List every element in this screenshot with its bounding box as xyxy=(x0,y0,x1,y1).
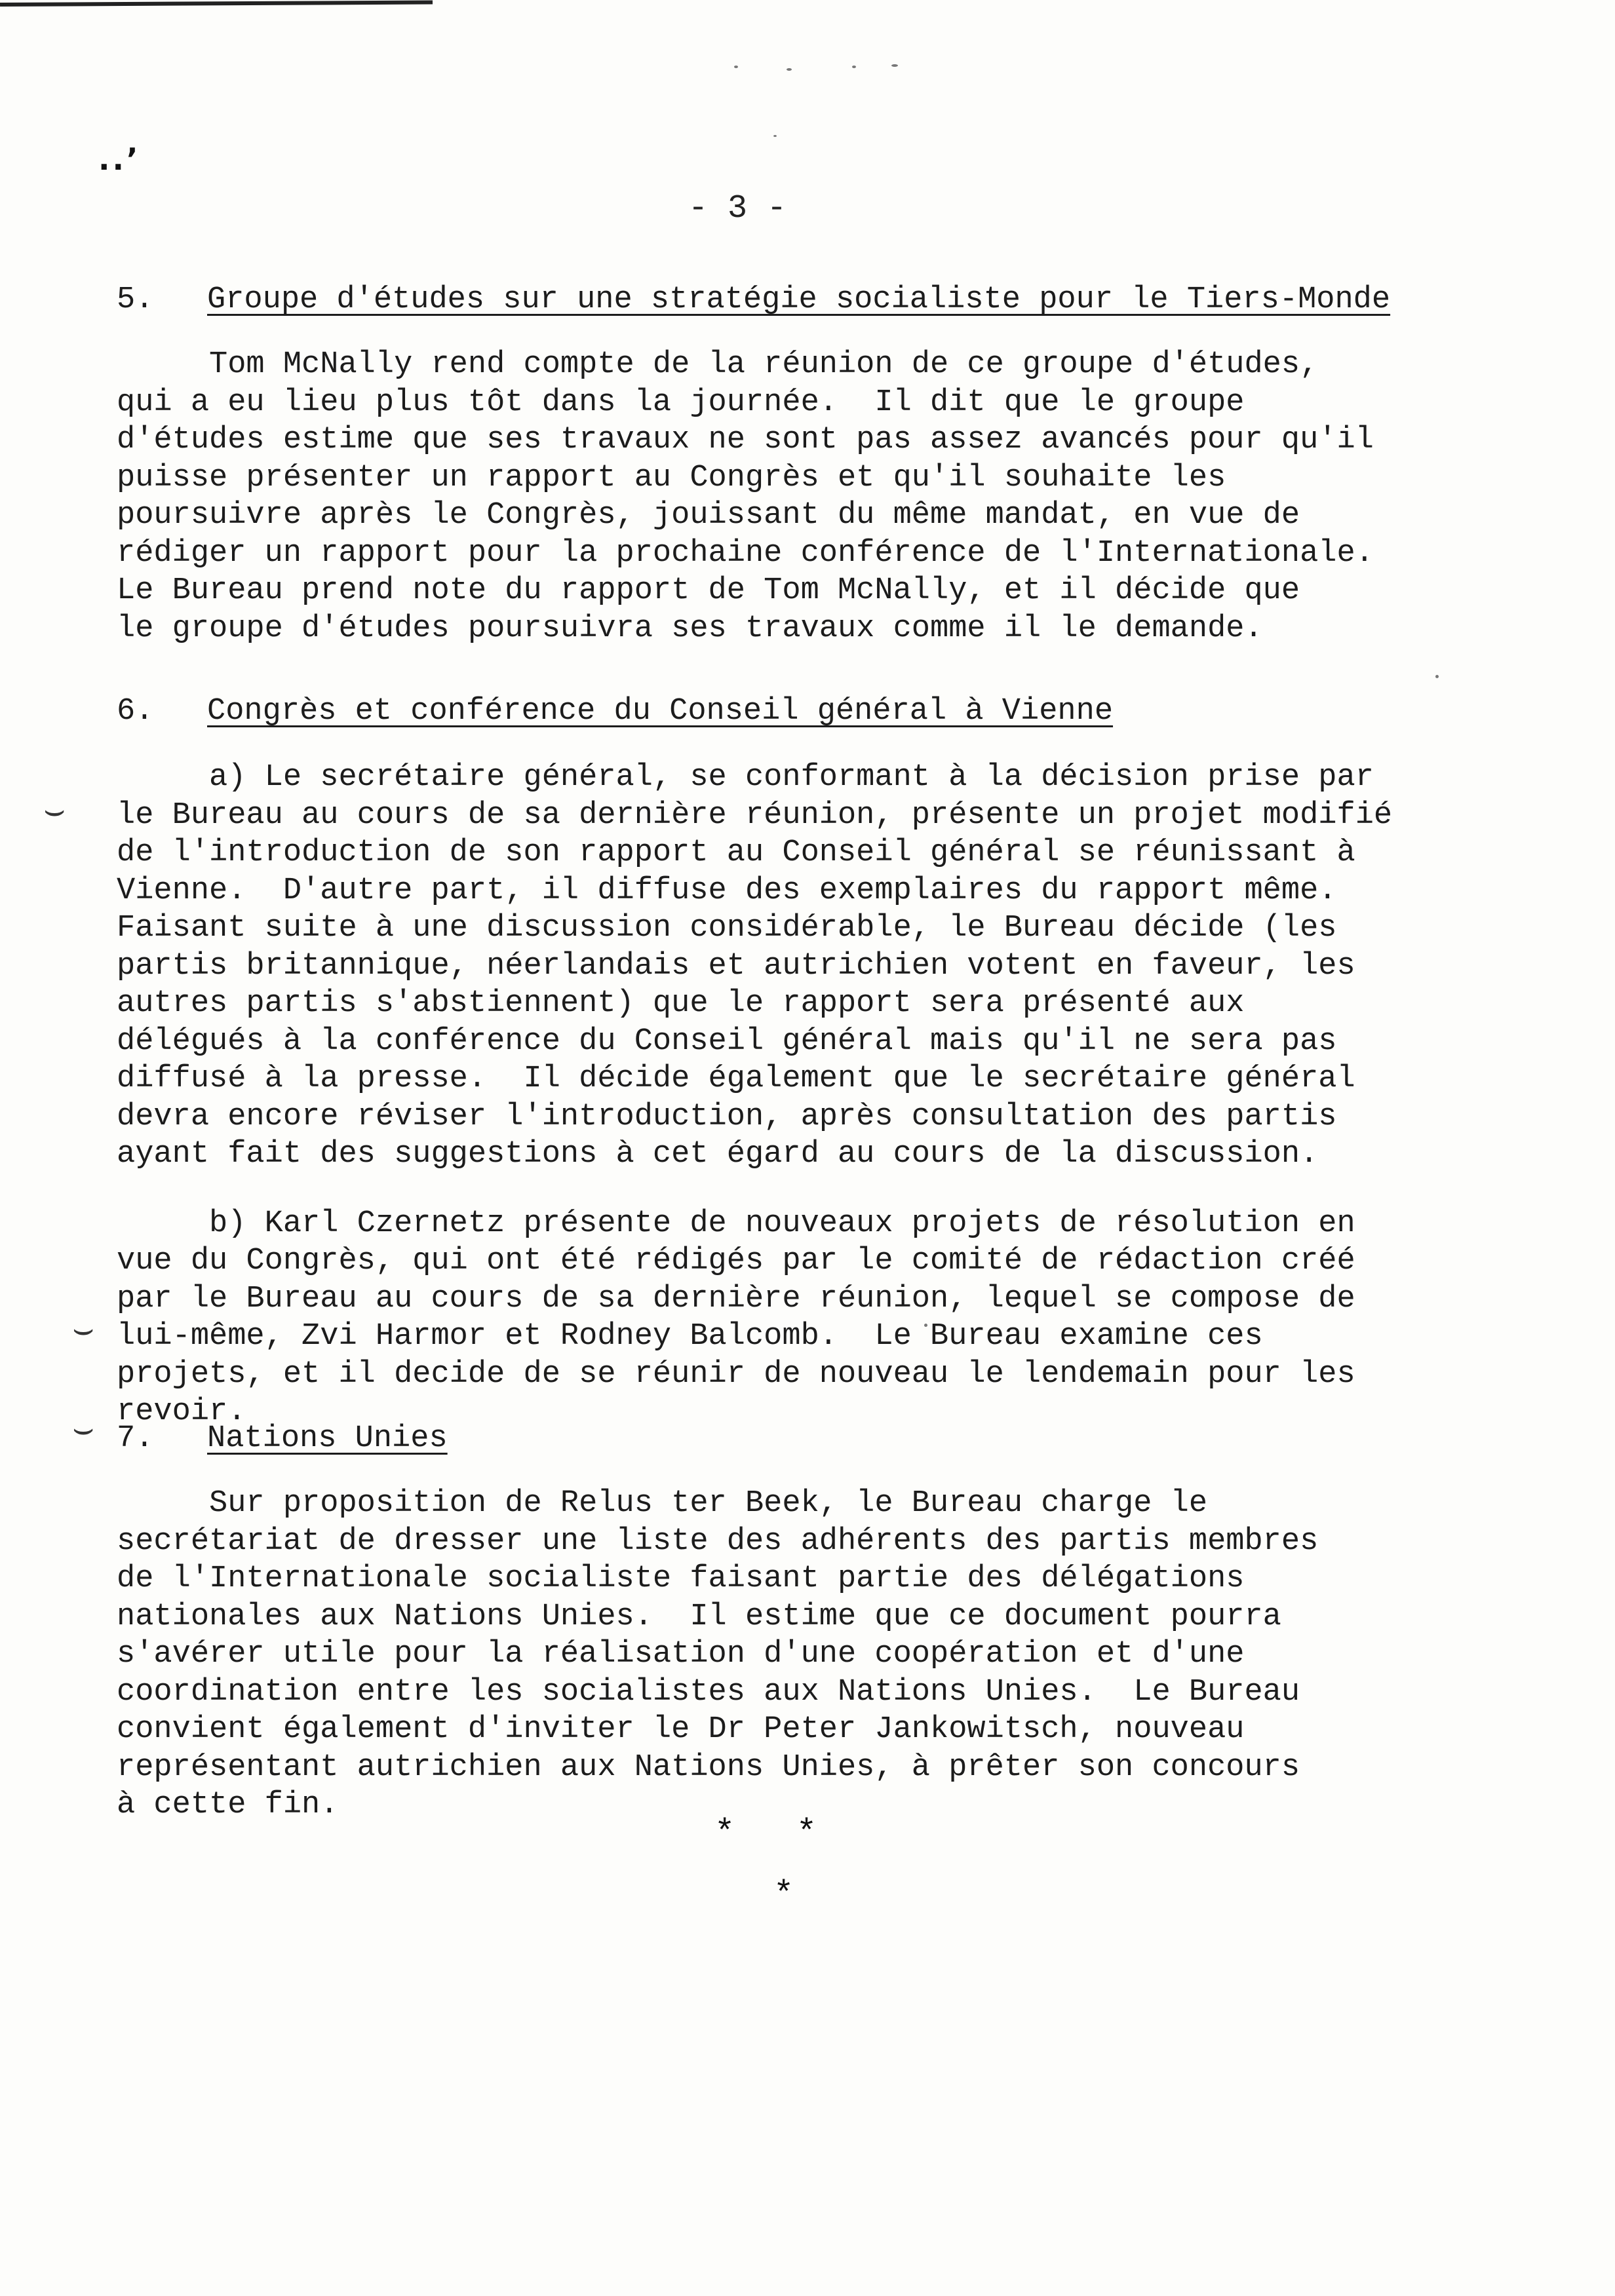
margin-tick-mark: ⌣ xyxy=(72,1409,95,1448)
scan-speck xyxy=(773,135,777,137)
scan-speck xyxy=(1435,675,1439,678)
section-paragraph: Sur proposition de Relus ter Beek, le Bureau charge le secrétariat de dresser une liste des adhérents des partis membres de l'Internationale socialiste faisant partie des délégations nationales aux Nations Unies. Il estime que ce document pourra s'avérer utile pour la réalisation d'une coopération et d'une coordination entre les socialistes aux Nations Unies. Le Bureau convient également d'inviter le Dr Peter Jankowitsch, nouveau représentant autrichien aux Nations Unies, à prêter son concours à cette fin. xyxy=(117,1486,1319,1822)
closing-stars: * * xyxy=(714,1814,817,1852)
scan-speck xyxy=(734,66,738,68)
section-heading xyxy=(117,1419,1460,1459)
margin-tick-mark: ⌣ xyxy=(43,790,66,830)
top-edge-rule xyxy=(0,1,433,7)
section-paragraph-a: a) Le secrétaire général, se conformant à la décision prise par le Bureau au cours de sa dernière réunion, présente un projet modifié de l'introduction de son rapport au Conseil général se réunissant à Vienne. D'autre part, il diffuse des exemplaires du rapport même. Faisant suite à une discussion considérable, le Bureau décide (les partis britannique, néerlandais et autrichien votent en faveur, les autres partis s'abstiennent) que le rapport sera présenté aux délégués à la conférence du Conseil général mais qu'il ne sera pas diffusé à la presse. Il décide également que le secrétaire général devra encore réviser l'introduction, après consultation des partis ayant fait des suggestions à cet égard au cours de la discussion. xyxy=(117,760,1393,1172)
section-heading xyxy=(117,280,1460,320)
section-title: Congrès et conférence du Conseil général à Vienne xyxy=(207,694,1114,729)
scan-speck xyxy=(852,66,856,68)
section-title: Groupe d'études sur une stratégie socialiste pour le Tiers-Monde xyxy=(207,282,1391,317)
section-5 xyxy=(117,280,1460,647)
section-paragraph: Tom McNally rend compte de la réunion de ce groupe d'études, qui a eu lieu plus tôt dans la journée. Il dit que le groupe d'études estime que ses travaux ne sont pas assez avancés pour qu'il puisse présenter un rapport au Congrès et qu'il souhaite les poursuivre après le Congrès, jouissant du même mandat, en vue de rédiger un rapport pour la prochaine conférence de l'Internationale. Le Bureau prend note du rapport de Tom McNally, et il décide que le groupe d'études poursuivra ses travaux comme il le demande. xyxy=(117,347,1374,646)
margin-tick-mark: ⌣ xyxy=(72,1309,95,1349)
scan-speck xyxy=(787,68,792,71)
section-heading xyxy=(117,692,1460,731)
page-number: - 3 - xyxy=(688,190,787,227)
section-7 xyxy=(117,1419,1460,1824)
corner-mark: ..’ xyxy=(98,142,141,177)
section-number: 7. xyxy=(117,1421,154,1456)
section-number: 5. xyxy=(117,282,154,317)
section-6 xyxy=(117,692,1460,1431)
closing-star: * xyxy=(773,1875,794,1914)
section-number: 6. xyxy=(117,694,154,729)
scan-speck xyxy=(891,64,898,67)
section-paragraph-b: b) Karl Czernetz présente de nouveaux projets de résolution en vue du Congrès, qui ont été rédigés par le comité de rédaction créé par le Bureau au cours de sa dernière réunion, lequel se compose de lui-même, Zvi Harmor et Rodney Balcomb. Le Bureau examine ces projets, et il decide de se réunir de nouveau le lendemain pour les revoir. xyxy=(117,1206,1355,1429)
section-title: Nations Unies xyxy=(207,1421,448,1456)
